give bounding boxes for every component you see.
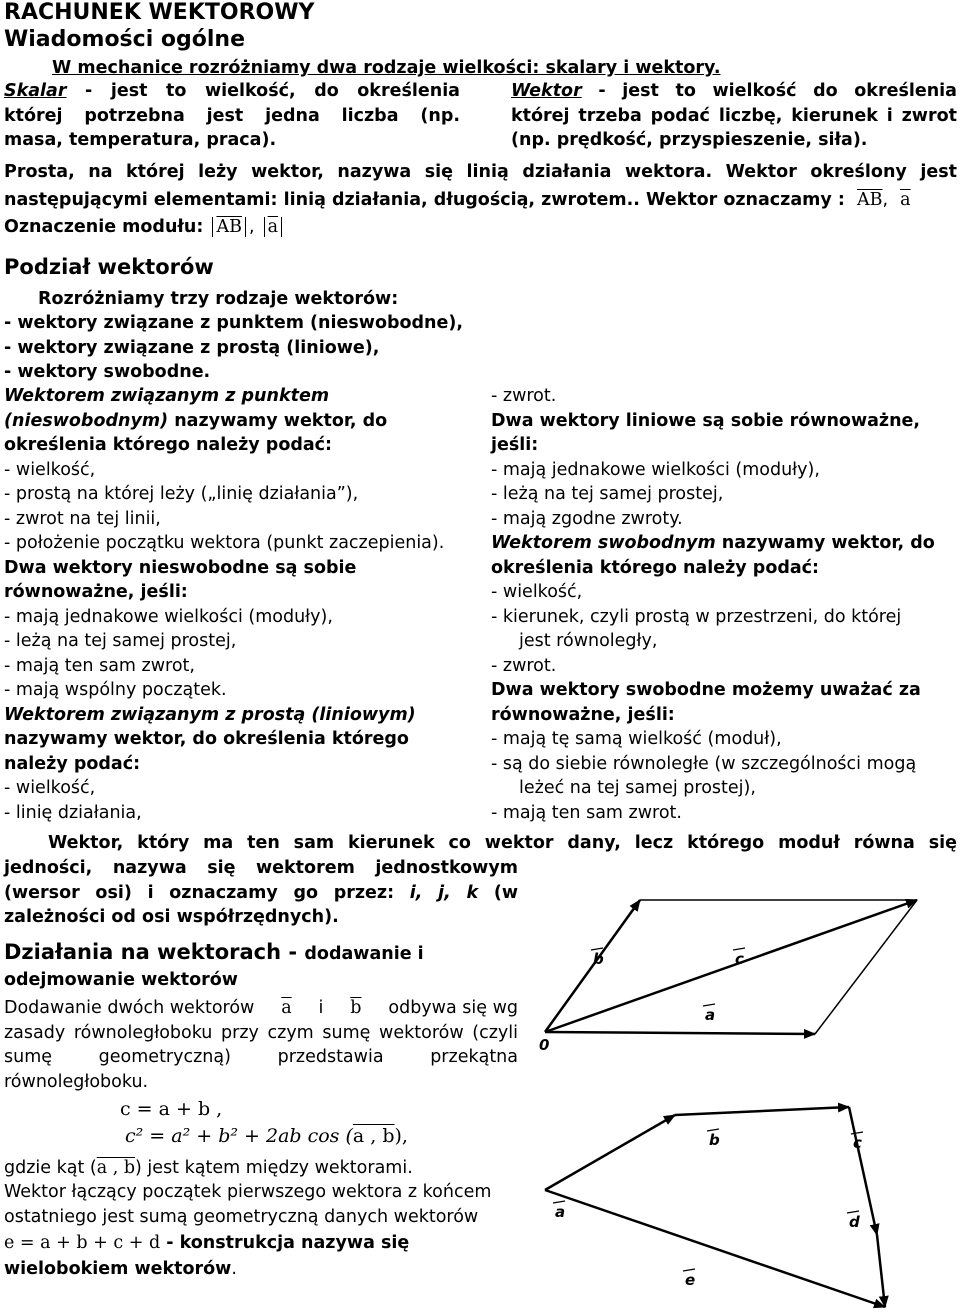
list-item: - leżą na tej samej prostej, — [4, 631, 237, 651]
page-title: RACHUNEK WEKTOROWY — [4, 0, 315, 25]
polygon-vector-b — [675, 1107, 849, 1115]
polygon-line1: Wektor łączący początek pierwszego wektora z końcem — [4, 1182, 492, 1202]
list-item: - wektory swobodne. — [4, 362, 211, 382]
wektor-term: Wektor — [511, 81, 582, 101]
dodawanie-paragraph: Dodawanie dwóch wektorów $\overline{a}$ i $\overline{b}$ odbywa się wg zasady równoległoboku przy czym sumę wektorów (czyli sumę geometryczną) przedstawia przekątna równoległoboku. — [4, 998, 518, 1092]
section-heading-dzialania: Działania na wektorach - dodawanie i — [4, 940, 424, 964]
label-d: d — [849, 1213, 860, 1231]
page-subtitle: Wiadomości ogólne — [4, 27, 245, 52]
equation-cosine: c² = a² + b² + 2ab cos (a , b), — [125, 1125, 408, 1147]
list-item: - wektory związane z punktem (nieswobodne), — [4, 313, 464, 333]
wersor-paragraph: jedności, nazywa się wektorem jednostkowym (wersor osi) i oznaczamy go przez: i, j, k (w zależności od osi współrzędnych). — [4, 858, 518, 927]
parallelogram-right-edge — [815, 900, 917, 1034]
list-item: - mają jednakowe wielkości (moduły), — [4, 606, 333, 627]
list-item: - położenie początku wektora (punkt zaczepienia). — [4, 533, 445, 553]
vector-a-symbol: $\overline{a}$ — [900, 189, 911, 210]
modulus-AB: $\overline{AB}$ — [216, 217, 242, 237]
right-column: - zwrot. Dwa wektory liniowe są sobie równoważne, jeśli: - mają jednakowe wielkości (moduły), - leżą na tej samej prostej, - mają zgodne zwroty. Wektorem swobodnym nazywamy wektor, do określenia którego należy podać: - wielkość, - kierunek, czyli prostą w przestrzeni, do której jest równoległy, - zwrot. Dwa wektory swobodne możemy uważać za równoważne, jeśli: - mają tę samą wielkość (moduł), - są do siebie równoległe (w szczególności mogą leżeć na tej samej prostej), - mają ten sam zwrot. — [491, 384, 957, 825]
label-a: a — [555, 1203, 566, 1221]
equation-sum: c = a + b , — [120, 1098, 223, 1120]
skalar-term: Skalar — [4, 81, 67, 101]
list-item: - są do siebie równoległe (w szczególności mogą — [491, 753, 917, 774]
modulus-a: $\overline{a}$ — [267, 217, 279, 237]
label-e: e — [685, 1271, 696, 1289]
wersor-line1: Wektor, który ma ten sam kierunek co wektor dany, lecz którego moduł równa się — [48, 833, 957, 853]
list-item: - zwrot. — [491, 655, 557, 676]
list-item: - prostą na której leży („linię działania”), — [4, 484, 359, 504]
wektor-def-block: Wektor - jest to wielkość do określenia której trzeba podać liczbę, kierunek i zwrot (np. prędkość, przyspieszenie, siła). — [511, 81, 957, 150]
list-item: - wektory związane z prostą (liniowe), — [4, 337, 380, 358]
podzial-intro: Rozróżniamy trzy rodzaje wektorów: — [38, 289, 399, 309]
polygon-vector-e — [545, 1190, 885, 1307]
definition-paragraph: Prosta, na której leży wektor, nazywa się linią działania wektora. Wektor określony jest następującymi elementami: linią działania, długością, zwrotem.. Wektor oznaczamy : $\overline{AB}$, $\overline{a}$ Oznaczenie modułu: $\overline{AB}$ , $\overline{a}$ — [4, 162, 957, 237]
intro-line: W mechanice rozróżniamy dwa rodzaje wielkości: skalary i wektory. — [52, 58, 721, 78]
list-item: - mają tę samą wielkość (moduł), — [491, 729, 782, 749]
polygon-line4: wielobokiem wektorów. — [4, 1259, 237, 1279]
vector-AB-symbol: $\overline{AB}$ — [857, 189, 883, 210]
list-item: jest równoległy, — [519, 631, 658, 651]
angle-note: gdzie kąt (a , b) jest kątem między wektorami. — [4, 1158, 413, 1178]
list-item: - mają wspólny początek. — [4, 680, 227, 700]
list-item: - zwrot na tej linii, — [4, 508, 161, 529]
label-b: b — [593, 950, 604, 968]
polygon-vector-a — [545, 1115, 675, 1190]
list-item: - wielkość, — [4, 778, 96, 798]
section-heading-line2: odejmowanie wektorów — [4, 970, 238, 990]
label-c: c — [853, 1134, 862, 1152]
list-item: - wielkość, — [491, 582, 583, 602]
list-item: - kierunek, czyli prostą w przestrzeni, do której — [491, 606, 902, 627]
label-a: a — [705, 1006, 716, 1024]
list-item: - mają zgodne zwroty. — [491, 508, 683, 529]
polygon-equation: e = a + b + c + d - konstrukcja nazywa się — [4, 1233, 410, 1253]
polygon-vector-d — [877, 1235, 885, 1307]
label-origin: 0 — [539, 1036, 550, 1054]
podzial-list — [4, 311, 463, 385]
list-item: - linię działania, — [4, 802, 142, 823]
parallelogram-figure — [525, 872, 957, 1082]
section-heading-podzial: Podział wektorów — [4, 255, 214, 279]
list-item: leżeć na tej samej prostej), — [519, 778, 756, 798]
list-item: - wielkość, — [4, 459, 96, 480]
list-item: - mają ten sam zwrot, — [4, 655, 195, 676]
vector-polygon-figure — [527, 1095, 957, 1311]
polygon-line2: ostatniego jest sumą geometryczną danych wektorów — [4, 1207, 479, 1227]
list-item: - mają jednakowe wielkości (moduły), — [491, 459, 820, 480]
label-c: c — [735, 950, 744, 968]
list-item: - leżą na tej samej prostej, — [491, 484, 724, 504]
label-b: b — [709, 1131, 720, 1149]
skalar-block: Skalar - jest to wielkość, do określenia której potrzebna jest jedna liczba (np. masa, temperatura, praca). — [4, 81, 460, 150]
list-item: - mają ten sam zwrot. — [491, 802, 682, 823]
vector-a-arrow — [545, 1032, 815, 1034]
left-column: Wektorem związanym z punktem (nieswobodnym) nazywamy wektor, do określenia którego należy podać: - wielkość, - prostą na której leży („linię działania”), - zwrot na tej linii, - położenie początku wektora (punkt zaczepienia). Dwa wektory nieswobodne są sobie równoważne, jeśli: - mają jednakowe wielkości (moduły), - leżą na tej samej prostej, - mają ten sam zwrot, - mają wspólny początek. Wektorem związanym z prostą (liniowym) nazywamy wektor, do określenia którego należy podać: - wielkość, - linię działania, — [4, 384, 474, 825]
